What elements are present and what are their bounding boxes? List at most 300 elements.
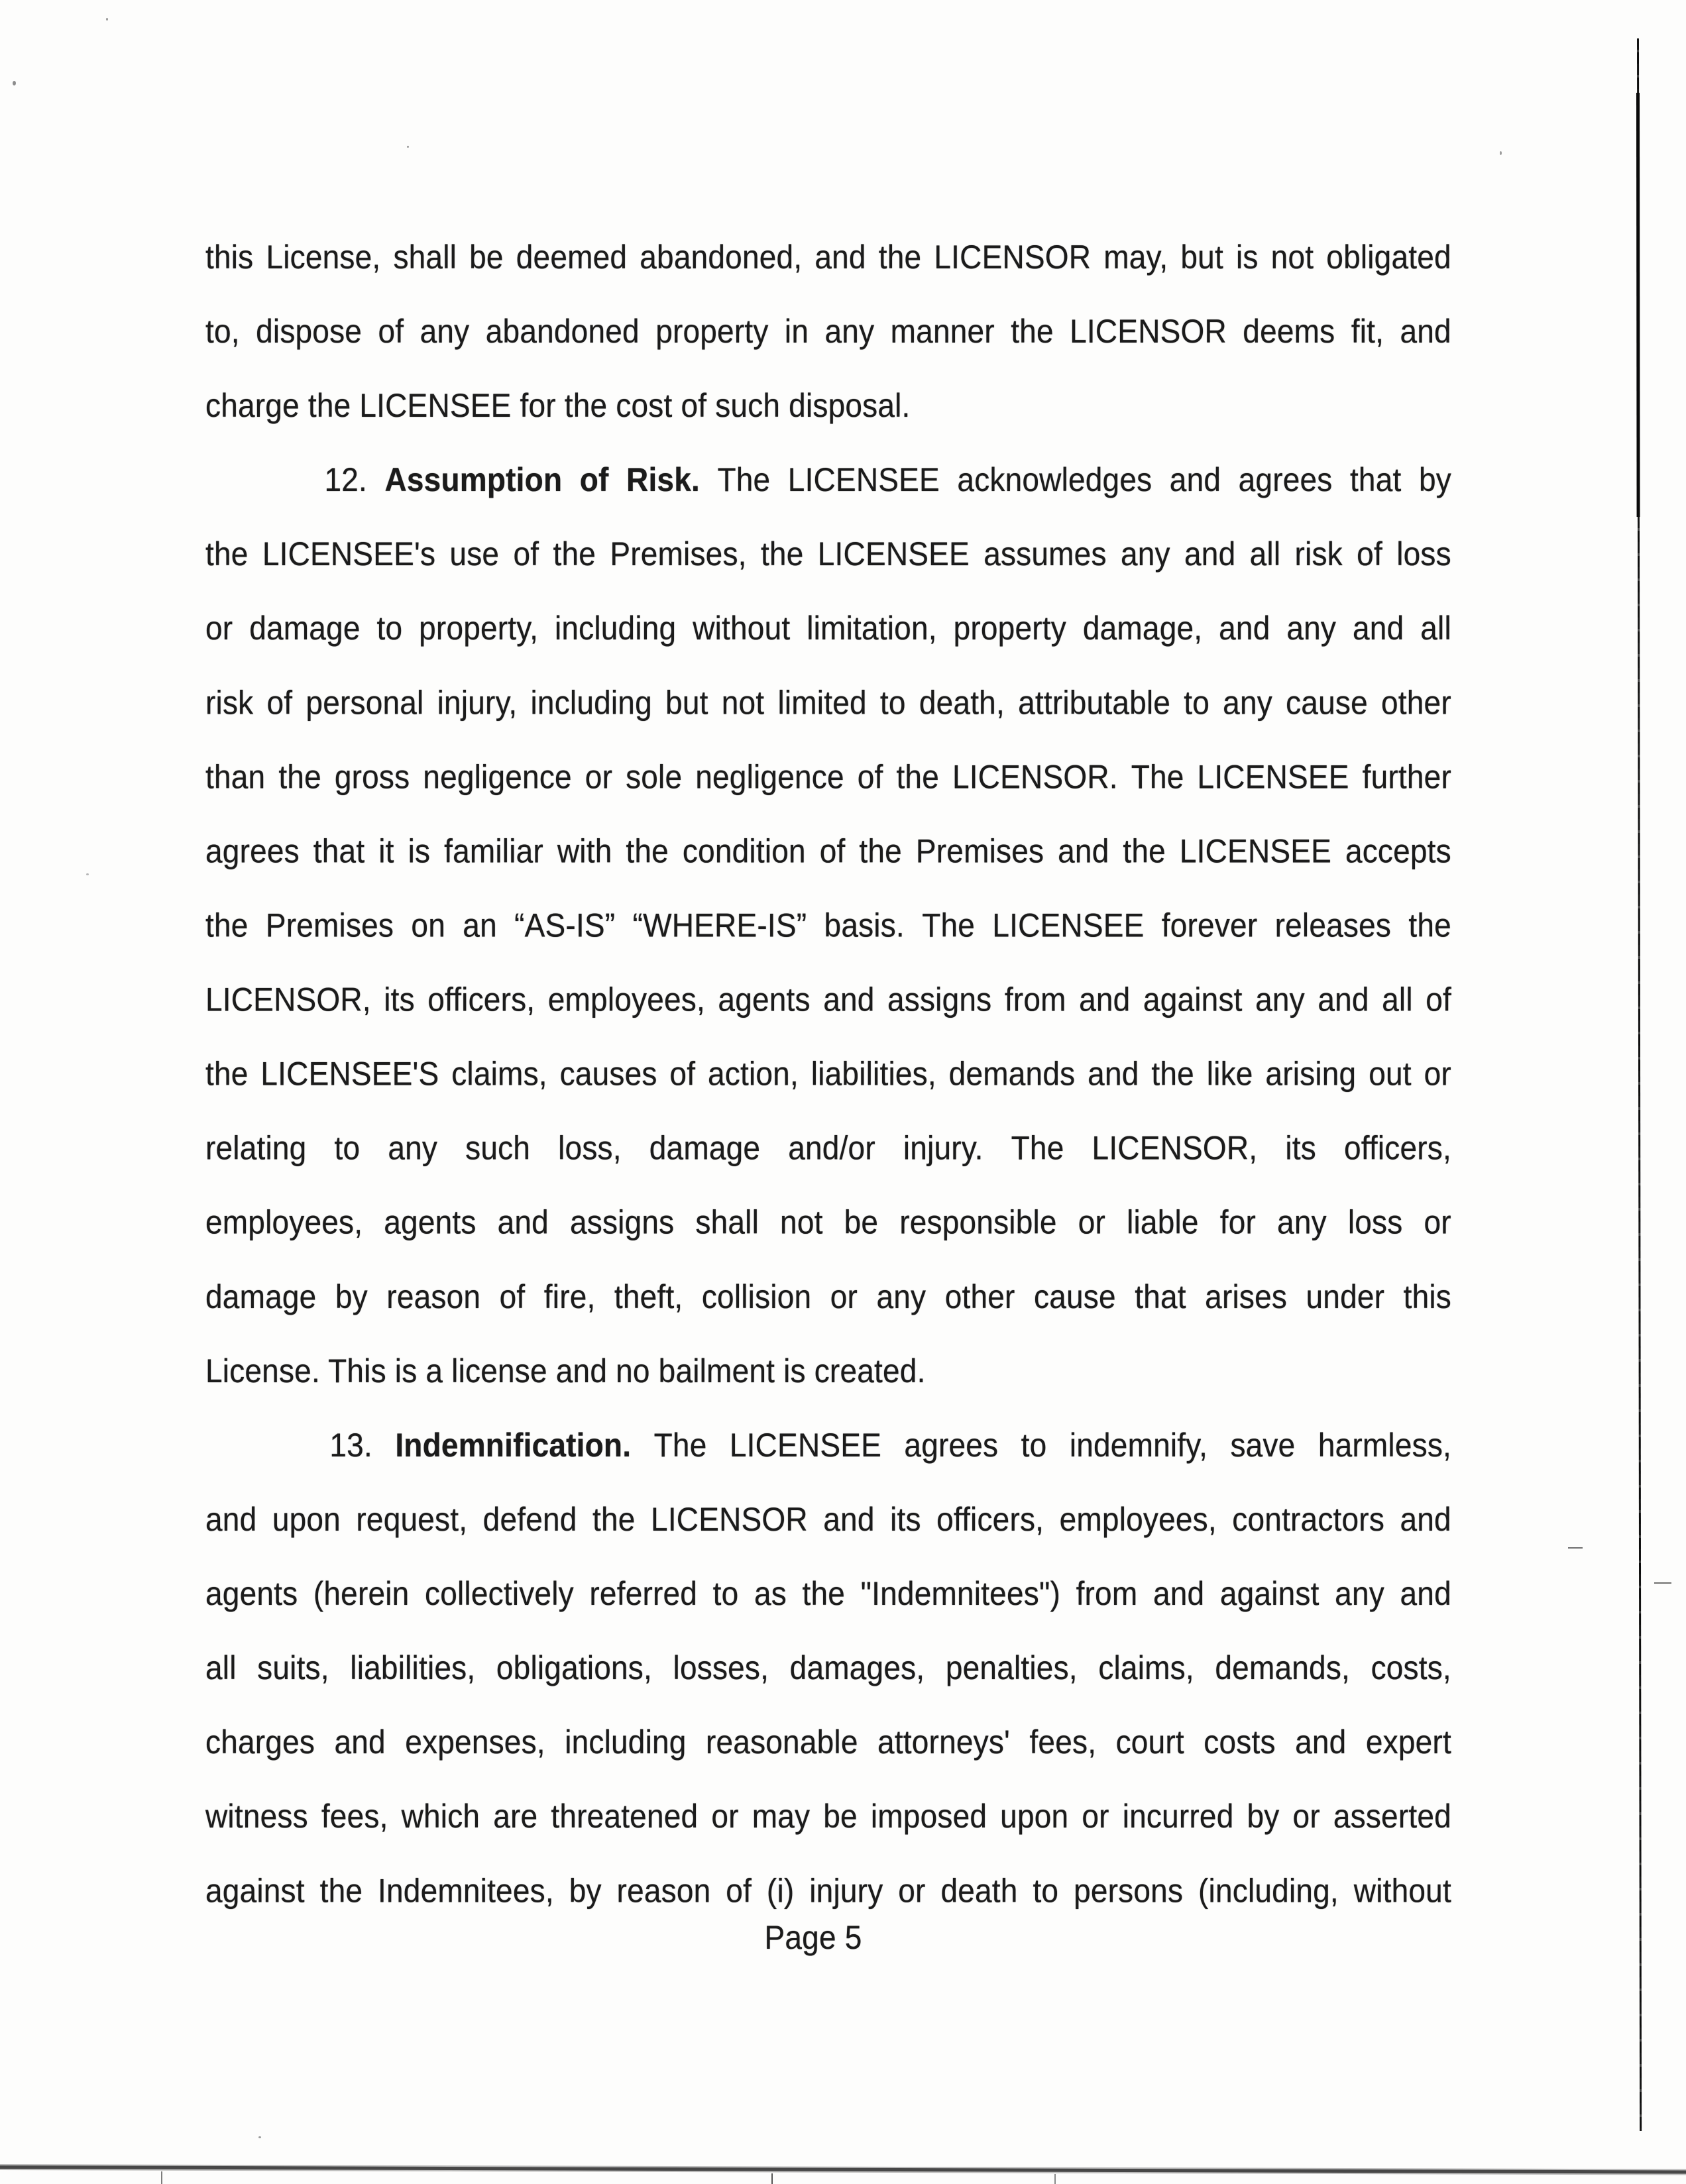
body-word: and (1058, 832, 1109, 870)
text-line (205, 1705, 1451, 1779)
body-word: gross (334, 757, 410, 796)
body-word: employees, (547, 980, 705, 1018)
body-word: reason (386, 1278, 481, 1315)
text-line (205, 1631, 1451, 1705)
body-word: against (1219, 1574, 1320, 1612)
body-word: be (844, 1203, 879, 1241)
body-word: (i) (766, 1871, 795, 1910)
body-word: court (1115, 1723, 1184, 1761)
body-word: limited (777, 683, 867, 722)
right-margin-scan-line-dark-segment (1636, 93, 1640, 517)
text-line (205, 1185, 1451, 1260)
heading-word: Risk. (626, 461, 700, 498)
body-word: collision (701, 1278, 812, 1315)
body-word: officers, (1343, 1128, 1451, 1167)
scan-speck (106, 18, 108, 21)
body-word: abandoned (485, 312, 640, 350)
body-word: officers, (427, 980, 535, 1018)
body-word: action, (708, 1054, 799, 1093)
text-line (205, 1853, 1451, 1928)
body-word: reason (616, 1871, 711, 1910)
body-word: LICENSEE (359, 386, 512, 424)
body-word: agents (205, 1574, 298, 1612)
body-word: demands (948, 1054, 1076, 1093)
body-word: and (555, 1352, 608, 1390)
body-word: defend (482, 1500, 577, 1538)
body-word: it (378, 832, 394, 870)
body-word: liable (1127, 1203, 1199, 1241)
body-word: may, (1103, 238, 1168, 276)
body-word: of (499, 1278, 526, 1315)
body-word: any (1286, 609, 1337, 647)
body-word: LICENSOR (934, 238, 1092, 276)
body-word: fit, (1351, 312, 1384, 350)
body-word: deems (1243, 312, 1335, 350)
text-line (205, 591, 1451, 665)
body-word: charges (205, 1723, 315, 1761)
body-word: This (328, 1352, 386, 1390)
body-word: charge (205, 386, 300, 424)
body-word: is (394, 1352, 418, 1390)
body-word: cause (1034, 1278, 1116, 1315)
body-word: cause (1286, 683, 1368, 722)
body-word: its (890, 1500, 921, 1538)
body-word: like (1206, 1054, 1253, 1093)
body-word: penalties, (945, 1649, 1078, 1686)
body-word: not (1270, 238, 1314, 276)
text-line (205, 1779, 1451, 1853)
body-word: LICENSEE (1179, 832, 1332, 870)
body-word: relating (205, 1128, 307, 1167)
body-word: under (1306, 1278, 1385, 1315)
body-word: save (1230, 1426, 1296, 1464)
body-word: LICENSEE'S (260, 1054, 439, 1093)
body-word: expert (1365, 1723, 1451, 1761)
body-word: all (1382, 980, 1413, 1018)
body-word: attorneys' (877, 1723, 1011, 1761)
body-word: expenses, (405, 1723, 545, 1761)
body-word: on (411, 906, 445, 944)
body-word: any (1223, 683, 1272, 722)
body-word: any (420, 312, 470, 350)
scan-speck (13, 81, 16, 85)
body-word: dispose (256, 312, 363, 350)
body-word: all (1420, 609, 1451, 647)
body-word: to (376, 609, 403, 647)
heading-word: of (579, 461, 609, 498)
body-word: any (1255, 980, 1305, 1018)
body-word: or (1082, 1797, 1109, 1835)
text-line (205, 220, 1451, 294)
text-line (205, 665, 1451, 739)
body-word: and (497, 1203, 549, 1241)
body-word: of (726, 1871, 752, 1910)
body-word: request, (356, 1500, 468, 1538)
body-word: or (830, 1278, 858, 1315)
body-word: of (1426, 980, 1451, 1018)
body-word: to, (205, 312, 240, 350)
body-word: or (1424, 1054, 1451, 1093)
heading-word: Indemnification. (395, 1426, 632, 1464)
body-word: collectively (425, 1574, 574, 1612)
body-word: may (752, 1797, 811, 1835)
body-word: forever (1161, 906, 1258, 944)
body-word: other (944, 1278, 1015, 1315)
body-word: and (1400, 1500, 1451, 1538)
body-word: imposed (870, 1797, 987, 1835)
body-word: shall (393, 238, 457, 276)
body-word: and (1169, 461, 1221, 498)
text-line (205, 739, 1451, 814)
body-word: The (653, 1426, 707, 1464)
body-word: without (1353, 1871, 1451, 1910)
text-line (205, 1334, 1451, 1408)
body-word: any (1277, 1203, 1327, 1241)
body-word: sole (626, 757, 683, 796)
body-word: the (278, 757, 321, 796)
body-word: License. (205, 1352, 320, 1390)
body-word: to (1184, 683, 1210, 722)
body-word: out (1369, 1054, 1412, 1093)
body-word: assumes (984, 535, 1107, 573)
body-word: shall (695, 1203, 759, 1241)
body-word: assigns (570, 1203, 675, 1241)
body-word: including (554, 609, 677, 647)
body-word: with (557, 832, 612, 870)
body-word: The (1131, 757, 1184, 796)
bottom-edge-tick (161, 2171, 162, 2184)
body-word: of (857, 757, 883, 796)
text-line (205, 963, 1451, 1037)
body-word: arises (1205, 1278, 1288, 1315)
body-word: such (465, 1128, 531, 1167)
body-word: causes (559, 1054, 657, 1093)
body-word: no (616, 1352, 650, 1390)
body-word: and/or (788, 1128, 875, 1167)
body-word: deemed (516, 238, 628, 276)
body-word: of (1357, 535, 1382, 573)
body-word: assigns (887, 980, 992, 1018)
text-line (205, 368, 1451, 443)
body-word: acknowledges (957, 461, 1152, 498)
body-word: and (1400, 1574, 1451, 1612)
body-word: for (1219, 1203, 1257, 1241)
body-word: use (449, 535, 500, 573)
body-word: all (205, 1649, 237, 1686)
body-word: a (425, 1352, 443, 1390)
body-word: persons (1074, 1871, 1184, 1910)
body-word: familiar (444, 832, 543, 870)
body-word: is (783, 1352, 806, 1390)
body-word: of (681, 386, 707, 424)
body-word: and (823, 980, 875, 1018)
body-word: against (205, 1871, 305, 1910)
body-word: suits, (257, 1649, 329, 1686)
page-number: Page 5 (764, 1918, 862, 1956)
body-word: Premises, (610, 535, 747, 573)
body-word: that (313, 832, 365, 870)
body-word: employees, (1059, 1500, 1217, 1538)
body-word: theft, (614, 1278, 683, 1315)
body-word: the (626, 832, 669, 870)
body-word: and (823, 1500, 875, 1538)
body-word: the (205, 535, 249, 573)
body-word: and (1219, 609, 1270, 647)
heading-word: Assumption (384, 461, 563, 498)
body-word: asserted (1333, 1797, 1451, 1835)
body-word: fire, (543, 1278, 596, 1315)
body-word: without (693, 609, 791, 647)
body-word: all (1249, 535, 1281, 573)
body-word: that (1349, 461, 1402, 498)
body-word: The (922, 906, 976, 944)
body-word: further (1362, 757, 1451, 796)
body-word: obligations, (496, 1649, 652, 1686)
body-word: liabilities, (350, 1649, 476, 1686)
body-word: personal (306, 683, 424, 722)
body-word: negligence (423, 757, 572, 796)
text-line (205, 814, 1451, 889)
body-word: death, (919, 683, 1005, 722)
body-word: or (1078, 1203, 1106, 1241)
body-word: indemnify, (1069, 1426, 1208, 1464)
body-word: is (1235, 238, 1259, 276)
body-word: its (1285, 1128, 1316, 1167)
body-word: LICENSOR (1070, 312, 1227, 350)
body-word: any (388, 1128, 438, 1167)
body-word: any (876, 1278, 927, 1315)
body-word: fees, (321, 1797, 388, 1835)
body-word: loss, (558, 1128, 622, 1167)
body-word: including (530, 683, 652, 722)
body-word: loss (1396, 535, 1451, 573)
body-word: the (760, 535, 804, 573)
body-word: reasonable (705, 1723, 858, 1761)
body-word: risk (1294, 535, 1343, 573)
scan-speck (407, 146, 409, 148)
body-word: Premises (915, 832, 1044, 870)
scan-dash-artifact (1568, 1547, 1583, 1549)
body-word: from (1076, 1574, 1138, 1612)
body-word: upon (272, 1500, 341, 1538)
body-word: the (553, 535, 596, 573)
body-word: referred (589, 1574, 698, 1612)
body-word: 13. (329, 1426, 372, 1464)
body-word: the (878, 238, 922, 276)
body-word: LICENSOR, (1092, 1128, 1258, 1167)
body-word: basis. (824, 906, 905, 944)
body-word: and (1400, 312, 1451, 350)
scan-dash-artifact (1654, 1582, 1671, 1584)
body-word: any (1120, 535, 1170, 573)
body-word: by (1247, 1797, 1280, 1835)
body-word: claims, (451, 1054, 547, 1093)
body-word: LICENSEE (787, 461, 940, 498)
body-word: and (1295, 1723, 1347, 1761)
body-word: to (712, 1574, 739, 1612)
body-word: accepts (1345, 832, 1451, 870)
body-word: upon (1000, 1797, 1069, 1835)
text-line (205, 517, 1451, 591)
body-word: damage, (1082, 609, 1203, 647)
body-word: the (205, 1054, 249, 1093)
body-word: such (715, 386, 781, 424)
body-word: responsible (899, 1203, 1057, 1241)
body-word: demands, (1215, 1649, 1351, 1686)
body-word: obligated (1326, 238, 1451, 276)
body-word: the (308, 386, 351, 424)
body-word: agrees (1238, 461, 1333, 498)
body-word: risk (205, 683, 254, 722)
body-word: property (655, 312, 769, 350)
text-line (205, 294, 1451, 368)
body-word: property, (419, 609, 539, 647)
body-word: damage (249, 609, 361, 647)
body-word: that (1135, 1278, 1186, 1315)
body-word: “WHERE-IS” (632, 906, 807, 944)
body-word: injury. (903, 1128, 984, 1167)
body-word: to (879, 683, 906, 722)
body-word: and (1079, 980, 1131, 1018)
body-word: in (784, 312, 809, 350)
body-word: of (819, 832, 846, 870)
body-word: and (1088, 1054, 1139, 1093)
body-word: for (520, 386, 556, 424)
body-word: LICENSEE's (262, 535, 436, 573)
body-word: (including, (1198, 1871, 1339, 1910)
body-word: losses, (673, 1649, 769, 1686)
body-word: damage (205, 1278, 317, 1315)
body-word: harmless, (1318, 1426, 1451, 1464)
body-word: to (1033, 1871, 1059, 1910)
body-word: are (493, 1797, 538, 1835)
body-word: injury (809, 1871, 883, 1910)
body-word: injury, (437, 683, 518, 722)
body-word: its (384, 980, 415, 1018)
body-word: the (1011, 312, 1054, 350)
body-word: created. (814, 1352, 926, 1390)
body-word: be (823, 1797, 858, 1835)
body-word: other (1381, 683, 1451, 722)
body-word: or (1424, 1203, 1451, 1241)
text-line (205, 1482, 1451, 1556)
scan-speck (86, 873, 89, 875)
text-line (205, 1260, 1451, 1334)
body-word: LICENSOR, (205, 980, 371, 1018)
body-word: from (1004, 980, 1066, 1018)
body-word: the (896, 757, 939, 796)
body-word: which (401, 1797, 480, 1835)
bottom-scan-edge-bar (0, 2165, 1686, 2174)
body-word: officers, (936, 1500, 1044, 1538)
body-word: any (1335, 1574, 1384, 1612)
body-word: the (802, 1574, 846, 1612)
body-word: and (205, 1500, 257, 1538)
body-word: disposal. (789, 386, 911, 424)
body-word: cost (616, 386, 673, 424)
body-word: or (585, 757, 613, 796)
body-word: LICENSEE (729, 1426, 882, 1464)
body-word: but (1180, 238, 1223, 276)
body-word: the (859, 832, 902, 870)
body-word: and (1184, 535, 1236, 573)
body-word: an (463, 906, 497, 944)
text-line (205, 443, 1451, 517)
body-word: LICENSOR. (952, 757, 1118, 796)
body-word: abandoned, (640, 238, 803, 276)
body-word: or (205, 609, 233, 647)
body-word: agents (384, 1203, 477, 1241)
scan-speck (1500, 151, 1502, 155)
body-word: LICENSEE (1197, 757, 1349, 796)
body-word: or (1292, 1797, 1320, 1835)
body-word: the (564, 386, 608, 424)
body-word: than (205, 757, 266, 796)
body-word: this (205, 238, 254, 276)
body-word: by (335, 1278, 368, 1315)
body-word: arising (1265, 1054, 1357, 1093)
body-word: condition (682, 832, 806, 870)
text-line (205, 1111, 1451, 1185)
body-word: The (717, 461, 771, 498)
text-line (205, 1556, 1451, 1631)
body-word: 12. (324, 461, 368, 498)
body-word: The (1011, 1128, 1064, 1167)
body-word: LICENSEE (992, 906, 1145, 944)
body-word: to (334, 1128, 361, 1167)
body-word: license (451, 1352, 547, 1390)
body-word: Indemnitees, (378, 1871, 554, 1910)
body-word: releases (1274, 906, 1392, 944)
body-word: agrees (904, 1426, 999, 1464)
body-word: loss (1347, 1203, 1403, 1241)
body-word: costs, (1371, 1649, 1451, 1686)
body-word: fees, (1029, 1723, 1097, 1761)
body-word: of (266, 683, 293, 722)
body-word: and (1353, 609, 1404, 647)
body-word: contractors (1232, 1500, 1385, 1538)
body-word: any (824, 312, 875, 350)
body-word: the (319, 1871, 363, 1910)
body-word: be (469, 238, 504, 276)
body-word: (herein (313, 1574, 410, 1612)
body-word: attributable (1018, 683, 1171, 722)
body-word: the (592, 1500, 636, 1538)
body-word: death (940, 1871, 1018, 1910)
body-word: agents (718, 980, 811, 1018)
body-word: LICENSOR (651, 1500, 808, 1538)
body-word: or (711, 1797, 739, 1835)
body-word: damages, (789, 1649, 925, 1686)
body-word: "Indemnitees") (860, 1574, 1060, 1612)
body-word: not (780, 1203, 823, 1241)
body-word: liabilities, (811, 1054, 936, 1093)
body-word: the (1123, 832, 1166, 870)
body-word: and (1318, 980, 1369, 1018)
body-word: manner (890, 312, 995, 350)
body-word: witness (205, 1797, 308, 1835)
text-line (205, 889, 1451, 963)
body-word: and (334, 1723, 386, 1761)
body-word: License, (266, 238, 381, 276)
body-word: costs (1204, 1723, 1276, 1761)
body-word: this (1403, 1278, 1451, 1315)
bottom-edge-tick (1054, 2174, 1056, 2184)
body-word: as (754, 1574, 787, 1612)
body-word: of (669, 1054, 696, 1093)
bottom-edge-tick (771, 2173, 773, 2184)
body-word: Premises (265, 906, 394, 944)
